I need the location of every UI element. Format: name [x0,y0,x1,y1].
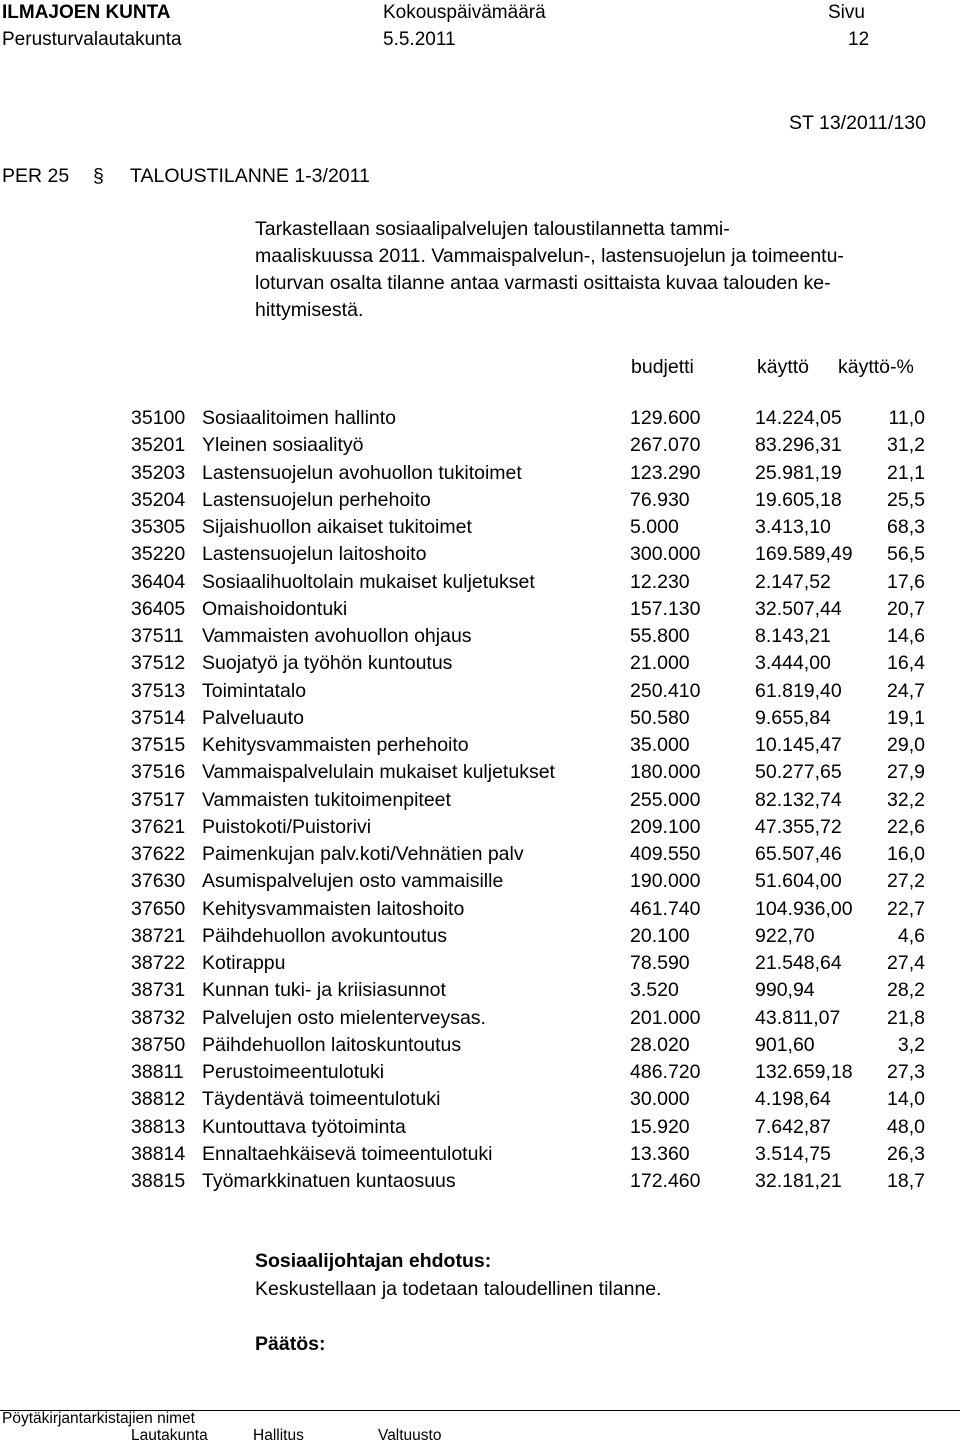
row-code: 38721 [131,924,186,947]
row-code: 37622 [131,843,186,865]
table-row [131,650,931,677]
row-usage-pct: 11,0 [888,407,925,429]
row-code: 37516 [131,761,186,784]
row-budget: 209.100 [630,815,701,838]
row-budget: 255.000 [630,788,701,811]
table-row [131,1114,931,1141]
column-header-usage: käyttö [757,356,810,378]
footer-label-council: Valtuusto [378,1427,442,1444]
row-name: Lastensuojelun avohuollon tukitoimet [202,461,522,484]
row-usage: 51.604,00 [755,870,842,893]
row-name: Sosiaalitoimen hallinto [202,407,397,429]
row-usage: 65.507,46 [755,843,842,865]
row-code: 38750 [131,1033,186,1056]
row-budget: 30.000 [630,1088,690,1111]
row-budget: 5.000 [630,516,679,538]
page-label: Sivu [828,2,865,23]
row-usage-pct: 22,7 [887,897,925,920]
page-number: 12 [848,29,870,50]
row-budget: 15.920 [630,1115,690,1138]
row-usage-pct: 28,2 [887,979,925,1002]
row-usage-pct: 27,3 [887,1061,925,1083]
budget-table [131,405,931,1195]
row-usage-pct: 25,5 [887,488,925,511]
row-usage: 3.413,10 [755,516,831,538]
section-number: PER 25 [2,165,70,187]
row-budget: 123.290 [630,461,701,484]
row-usage-pct: 24,7 [887,679,925,702]
row-name: Yleinen sosiaalityö [202,434,364,457]
table-row [131,732,931,759]
row-usage: 50.277,65 [755,761,842,784]
row-usage-pct: 14,0 [887,1088,925,1111]
row-usage-pct: 29,0 [887,734,925,756]
row-usage-pct: 26,3 [887,1142,925,1165]
table-row [131,950,931,977]
row-code: 38813 [131,1115,186,1138]
row-budget: 28.020 [630,1033,690,1056]
row-name: Toimintatalo [202,679,307,702]
footer-title: Pöytäkirjantarkistajien nimet [2,1410,195,1427]
row-budget: 76.930 [630,488,690,511]
row-usage-pct: 21,1 [887,461,925,484]
row-budget: 300.000 [630,543,701,566]
row-budget: 201.000 [630,1006,701,1029]
row-code: 35220 [131,543,186,566]
row-code: 38814 [131,1142,186,1165]
row-code: 37511 [131,625,184,647]
row-budget: 409.550 [630,843,701,865]
row-usage-pct: 27,4 [887,952,925,974]
row-name: Kuntouttava työtoiminta [202,1115,406,1138]
row-usage: 83.296,31 [755,434,842,457]
reference-number: ST 13/2011/130 [789,112,926,134]
table-row [131,759,931,786]
row-budget: 35.000 [630,734,690,756]
row-name: Kotirappu [202,952,286,974]
section-symbol: § [93,165,104,187]
row-budget: 172.460 [630,1170,701,1192]
row-code: 38811 [131,1061,184,1083]
row-name: Päihdehuollon laitoskuntoutus [202,1033,462,1056]
row-code: 38732 [131,1006,186,1029]
table-row [131,841,931,868]
table-row [131,541,931,568]
intro-paragraph [255,216,955,324]
row-budget: 3.520 [630,979,679,1002]
row-usage: 901,60 [755,1033,815,1056]
row-usage: 8.143,21 [755,625,831,647]
row-usage-pct: 20,7 [887,597,925,620]
row-usage: 3.514,75 [755,1142,831,1165]
column-header-budget: budjetti [631,356,694,378]
row-name: Päihdehuollon avokuntoutus [202,924,448,947]
board-name: Perusturvalautakunta [2,29,182,50]
row-name: Täydentävä toimeentulotuki [202,1088,441,1111]
table-row [131,678,931,705]
table-row [131,1086,931,1113]
row-name: Vammaispalvelulain mukaiset kuljetukset [202,761,555,784]
table-row [131,896,931,923]
row-usage-pct: 14,6 [887,625,925,647]
row-usage: 32.181,21 [755,1170,842,1192]
meeting-date-value: 5.5.2011 [383,29,456,50]
table-row [131,705,931,732]
row-usage: 32.507,44 [755,597,842,620]
row-usage: 922,70 [755,924,815,947]
row-code: 37650 [131,897,186,920]
table-row [131,1059,931,1086]
row-code: 36405 [131,597,186,620]
row-code: 37514 [131,706,186,729]
row-usage: 14.224,05 [755,407,842,429]
row-usage-pct: 68,3 [887,516,925,538]
row-budget: 50.580 [630,706,690,729]
row-usage: 9.655,84 [755,706,831,729]
org-name: ILMAJOEN KUNTA [2,2,171,23]
table-row [131,569,931,596]
row-usage: 132.659,18 [755,1061,853,1083]
row-usage-pct: 21,8 [887,1006,925,1029]
row-usage-pct: 27,2 [887,870,925,893]
row-usage: 104.936,00 [755,897,853,920]
table-row [131,596,931,623]
row-name: Ennaltaehkäisevä toimeentulotuki [202,1142,493,1165]
row-usage: 47.355,72 [755,815,842,838]
intro-line: maaliskuussa 2011. Vammaispalvelun-, lastensuojelun ja toimeentu- [255,245,844,267]
row-usage: 19.605,18 [755,488,842,511]
table-row [131,1032,931,1059]
row-code: 37515 [131,734,186,756]
row-usage: 7.642,87 [755,1115,831,1138]
row-usage-pct: 32,2 [887,788,925,811]
row-name: Kehitysvammaisten laitoshoito [202,897,465,920]
row-code: 37517 [131,788,186,811]
row-usage: 82.132,74 [755,788,842,811]
row-budget: 78.590 [630,952,690,974]
row-budget: 486.720 [630,1061,701,1083]
row-name: Kehitysvammaisten perhehoito [202,734,469,756]
row-usage-pct: 56,5 [887,543,925,566]
row-name: Perustoimeentulotuki [202,1061,385,1083]
row-budget: 461.740 [630,897,701,920]
table-row [131,487,931,514]
row-budget: 250.410 [630,679,701,702]
row-code: 35201 [131,434,186,457]
table-row [131,405,931,432]
row-usage: 4.198,64 [755,1088,831,1111]
row-usage: 10.145,47 [755,734,842,756]
row-usage: 3.444,00 [755,652,831,675]
row-usage-pct: 3,2 [897,1033,925,1056]
row-usage: 43.811,07 [755,1006,841,1029]
row-code: 35100 [131,407,186,429]
row-name: Paimenkujan palv.koti/Vehnätien palv [202,843,524,865]
intro-line: hittymisestä. [255,299,364,321]
row-budget: 190.000 [630,870,701,893]
row-name: Palvelujen osto mielenterveysas. [202,1006,486,1029]
row-usage: 990,94 [755,979,815,1002]
row-usage-pct: 18,7 [887,1170,925,1192]
table-row [131,460,931,487]
row-usage-pct: 22,6 [887,815,925,838]
row-name: Sijaishuollon aikaiset tukitoimet [202,516,472,538]
table-row [131,623,931,650]
row-code: 35203 [131,461,186,484]
row-usage-pct: 27,9 [887,761,925,784]
row-usage-pct: 19,1 [887,706,925,729]
row-budget: 157.130 [630,597,701,620]
footer-label-government: Hallitus [253,1427,304,1444]
row-name: Sosiaalihuoltolain mukaiset kuljetukset [202,570,535,593]
table-row [131,1141,931,1168]
table-row [131,514,931,541]
table-row [131,814,931,841]
row-usage: 21.548,64 [755,952,842,974]
table-row [131,868,931,895]
row-name: Puistokoti/Puistorivi [202,815,372,838]
decision-heading: Päätös: [255,1333,326,1355]
row-budget: 13.360 [630,1142,690,1165]
row-usage: 2.147,52 [755,570,831,593]
row-budget: 20.100 [630,924,690,947]
row-code: 38722 [131,952,186,974]
row-usage-pct: 31,2 [887,434,925,457]
row-usage-pct: 16,4 [887,652,925,675]
row-usage: 61.819,40 [755,679,842,702]
row-code: 35305 [131,516,186,538]
row-code: 38731 [131,979,186,1002]
section-title: TALOUSTILANNE 1-3/2011 [130,165,370,187]
row-budget: 55.800 [630,625,690,647]
row-name: Kunnan tuki- ja kriisiasunnot [202,979,446,1002]
table-row [131,787,931,814]
row-usage-pct: 48,0 [887,1115,925,1138]
row-name: Palveluauto [202,706,304,729]
row-code: 37621 [131,815,186,838]
row-code: 35204 [131,488,186,511]
row-name: Vammaisten avohuollon ohjaus [202,625,472,647]
column-header-usage-pct: käyttö-% [838,356,914,378]
row-code: 37630 [131,870,186,893]
table-row [131,432,931,459]
row-name: Lastensuojelun laitoshoito [202,543,427,566]
table-row [131,977,931,1004]
row-budget: 21.000 [630,652,690,675]
row-usage-pct: 4,6 [897,924,925,947]
row-name: Suojatyö ja työhön kuntoutus [202,652,453,675]
row-budget: 267.070 [630,434,701,457]
row-name: Omaishoidontuki [202,597,348,620]
row-name: Vammaisten tukitoimenpiteet [202,788,451,811]
row-code: 37513 [131,679,186,702]
row-code: 38812 [131,1088,186,1111]
row-name: Lastensuojelun perhehoito [202,488,431,511]
row-usage-pct: 16,0 [887,843,925,865]
intro-line: Tarkastellaan sosiaalipalvelujen taloustilannetta tammi- [255,218,730,240]
row-budget: 180.000 [630,761,701,784]
proposal-heading: Sosiaalijohtajan ehdotus: [255,1250,492,1272]
table-row [131,1168,931,1195]
table-row [131,1005,931,1032]
proposal-text: Keskustellaan ja todetaan taloudellinen tilanne. [255,1278,662,1300]
row-code: 37512 [131,652,186,675]
row-name: Asumispalvelujen osto vammaisille [202,870,504,893]
row-code: 36404 [131,570,186,593]
intro-line: loturvan osalta tilanne antaa varmasti osittaista kuvaa talouden ke- [255,272,831,294]
row-name: Työmarkkinatuen kuntaosuus [202,1170,456,1192]
row-budget: 12.230 [630,570,690,593]
footer-label-board: Lautakunta [131,1427,208,1444]
row-usage-pct: 17,6 [887,570,925,593]
table-row [131,923,931,950]
row-code: 38815 [131,1170,186,1192]
row-usage: 25.981,19 [755,461,842,484]
row-usage: 169.589,49 [755,543,853,566]
row-budget: 129.600 [630,407,701,429]
meeting-date-label: Kokouspäivämäärä [383,2,546,23]
